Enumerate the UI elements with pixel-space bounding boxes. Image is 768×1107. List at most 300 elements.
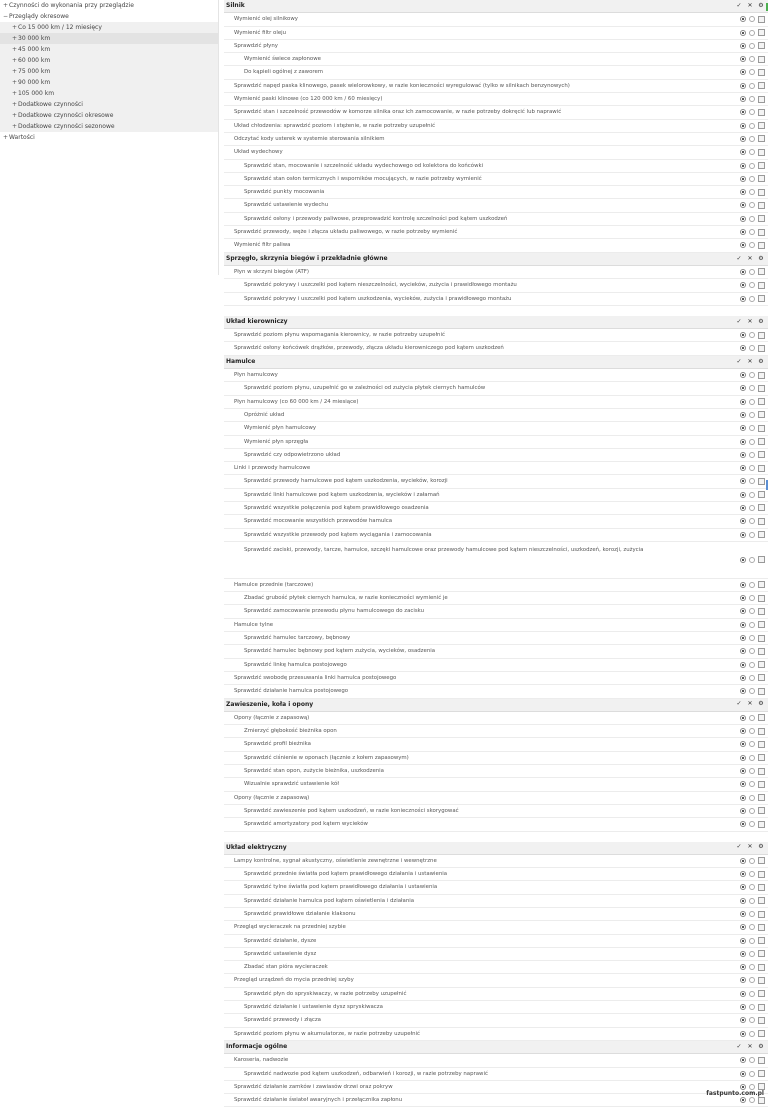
done-radio[interactable]	[740, 385, 746, 391]
done-radio[interactable]	[740, 269, 746, 275]
done-radio[interactable]	[740, 69, 746, 75]
done-radio[interactable]	[740, 858, 746, 864]
done-radio[interactable]	[740, 96, 746, 102]
settings-icon[interactable]: ⚙	[758, 700, 764, 708]
checklist-row	[224, 542, 768, 579]
note-checkbox[interactable]	[758, 268, 765, 275]
done-radio[interactable]	[740, 582, 746, 588]
not-done-radio[interactable]	[749, 808, 755, 814]
not-done-radio[interactable]	[749, 648, 755, 654]
done-radio[interactable]	[740, 728, 746, 734]
note-checkbox[interactable]	[758, 595, 765, 602]
not-done-radio[interactable]	[749, 242, 755, 248]
not-done-radio[interactable]	[749, 399, 755, 405]
done-radio[interactable]	[740, 30, 746, 36]
done-radio[interactable]	[740, 768, 746, 774]
note-checkbox[interactable]	[758, 728, 765, 735]
not-done-radio[interactable]	[749, 69, 755, 75]
note-checkbox[interactable]	[758, 581, 765, 588]
not-done-radio[interactable]	[749, 675, 755, 681]
done-radio[interactable]	[740, 296, 746, 302]
settings-icon[interactable]: ⚙	[758, 357, 764, 365]
note-checkbox[interactable]	[758, 82, 765, 89]
task-label: Sprawdzić linki hamulcowe pod kątem uszkodzenia, wycieków i załamań	[244, 491, 440, 498]
tree-item[interactable]	[0, 88, 218, 99]
note-checkbox[interactable]	[758, 857, 765, 864]
row-controls	[740, 672, 765, 684]
check-all-icon[interactable]: ✓	[736, 1, 742, 9]
tree-item[interactable]	[0, 22, 218, 33]
tree-item[interactable]	[0, 33, 218, 44]
done-radio[interactable]	[740, 83, 746, 89]
note-checkbox[interactable]	[758, 621, 765, 628]
not-done-radio[interactable]	[749, 332, 755, 338]
done-radio[interactable]	[740, 1097, 746, 1103]
not-done-radio[interactable]	[749, 951, 755, 957]
note-checkbox[interactable]	[758, 1070, 765, 1077]
settings-icon[interactable]: ⚙	[758, 317, 764, 325]
not-done-radio[interactable]	[749, 768, 755, 774]
note-checkbox[interactable]	[758, 1017, 765, 1024]
done-radio[interactable]	[740, 898, 746, 904]
tree-item-label: Dodatkowe czynności okresowe	[18, 112, 114, 119]
done-radio[interactable]	[740, 1004, 746, 1010]
note-checkbox[interactable]	[758, 1057, 765, 1064]
not-done-radio[interactable]	[749, 991, 755, 997]
done-radio[interactable]	[740, 518, 746, 524]
not-done-radio[interactable]	[749, 478, 755, 484]
not-done-radio[interactable]	[749, 216, 755, 222]
done-radio[interactable]	[740, 136, 746, 142]
not-done-radio[interactable]	[749, 1031, 755, 1037]
note-checkbox[interactable]	[758, 964, 765, 971]
checklist-row	[224, 133, 768, 146]
not-done-radio[interactable]	[749, 1097, 755, 1103]
not-done-radio[interactable]	[749, 755, 755, 761]
checklist-row	[224, 818, 768, 831]
note-checkbox[interactable]	[758, 16, 765, 23]
expand-icon[interactable]: +	[11, 123, 18, 130]
done-radio[interactable]	[740, 808, 746, 814]
check-all-icon[interactable]: ✓	[736, 1042, 742, 1050]
not-done-radio[interactable]	[749, 1057, 755, 1063]
done-radio[interactable]	[740, 282, 746, 288]
done-radio[interactable]	[740, 951, 746, 957]
done-radio[interactable]	[740, 1017, 746, 1023]
not-done-radio[interactable]	[749, 149, 755, 155]
task-label: Odczytać kody usterek w systemie sterowania silnikiem	[234, 135, 385, 142]
done-radio[interactable]	[740, 412, 746, 418]
clear-all-icon[interactable]: ✕	[747, 843, 753, 851]
note-checkbox[interactable]	[758, 122, 765, 129]
note-checkbox[interactable]	[758, 977, 765, 984]
task-label: Sprawdzić tylne światła pod kątem prawidłowego działania i ustawienia	[244, 884, 438, 891]
done-radio[interactable]	[740, 648, 746, 654]
not-done-radio[interactable]	[749, 1071, 755, 1077]
not-done-radio[interactable]	[749, 412, 755, 418]
done-radio[interactable]	[740, 1084, 746, 1090]
checklist-row	[224, 1094, 768, 1107]
check-all-icon[interactable]: ✓	[736, 700, 742, 708]
check-all-icon[interactable]: ✓	[736, 843, 742, 851]
note-checkbox[interactable]	[758, 924, 765, 931]
not-done-radio[interactable]	[749, 136, 755, 142]
checklist-row	[224, 226, 768, 239]
task-label: Zbadać stan pióra wycieraczek	[244, 964, 328, 971]
not-done-radio[interactable]	[749, 518, 755, 524]
tree-item[interactable]	[0, 110, 218, 121]
tree-item[interactable]	[0, 11, 218, 22]
done-radio[interactable]	[740, 1071, 746, 1077]
note-checkbox[interactable]	[758, 504, 765, 511]
not-done-radio[interactable]	[749, 439, 755, 445]
note-checkbox[interactable]	[758, 478, 765, 485]
note-checkbox[interactable]	[758, 950, 765, 957]
done-radio[interactable]	[740, 465, 746, 471]
note-checkbox[interactable]	[758, 871, 765, 878]
note-checkbox[interactable]	[758, 295, 765, 302]
not-done-radio[interactable]	[749, 30, 755, 36]
done-radio[interactable]	[740, 688, 746, 694]
expand-icon[interactable]: +	[11, 24, 18, 31]
done-radio[interactable]	[740, 715, 746, 721]
expand-icon[interactable]: +	[11, 35, 18, 42]
checklist-row	[224, 1068, 768, 1081]
done-radio[interactable]	[740, 345, 746, 351]
not-done-radio[interactable]	[749, 452, 755, 458]
done-radio[interactable]	[740, 492, 746, 498]
not-done-radio[interactable]	[749, 425, 755, 431]
done-radio[interactable]	[740, 557, 746, 563]
not-done-radio[interactable]	[749, 715, 755, 721]
tree-item[interactable]	[0, 0, 218, 11]
clear-all-icon[interactable]: ✕	[747, 357, 753, 365]
done-radio[interactable]	[740, 741, 746, 747]
done-radio[interactable]	[740, 372, 746, 378]
section-title: Informacje ogólne	[226, 1042, 288, 1050]
note-checkbox[interactable]	[758, 345, 765, 352]
done-radio[interactable]	[740, 595, 746, 601]
tree-item[interactable]	[0, 77, 218, 88]
note-checkbox[interactable]	[758, 674, 765, 681]
not-done-radio[interactable]	[749, 858, 755, 864]
not-done-radio[interactable]	[749, 109, 755, 115]
note-checkbox[interactable]	[758, 29, 765, 36]
done-radio[interactable]	[740, 781, 746, 787]
not-done-radio[interactable]	[749, 911, 755, 917]
row-controls	[740, 475, 765, 487]
not-done-radio[interactable]	[749, 795, 755, 801]
expand-icon[interactable]: +	[11, 112, 18, 119]
done-radio[interactable]	[740, 662, 746, 668]
row-controls	[735, 0, 765, 12]
done-radio[interactable]	[740, 675, 746, 681]
done-radio[interactable]	[740, 532, 746, 538]
clear-all-icon[interactable]: ✕	[747, 700, 753, 708]
note-checkbox[interactable]	[758, 648, 765, 655]
done-radio[interactable]	[740, 149, 746, 155]
done-radio[interactable]	[740, 871, 746, 877]
done-radio[interactable]	[740, 43, 746, 49]
note-checkbox[interactable]	[758, 69, 765, 76]
task-label: Wymienić świece zapłonowe	[244, 56, 321, 63]
note-checkbox[interactable]	[758, 608, 765, 615]
clear-all-icon[interactable]: ✕	[747, 1, 753, 9]
done-radio[interactable]	[740, 189, 746, 195]
done-radio[interactable]	[740, 795, 746, 801]
task-label: Hamulce tylne	[234, 621, 274, 628]
note-checkbox[interactable]	[758, 229, 765, 236]
settings-icon[interactable]: ⚙	[758, 843, 764, 851]
note-checkbox[interactable]	[758, 897, 765, 904]
task-label: Sprawdzić przednie światła pod kątem prawidłowego działania i ustawienia	[244, 871, 448, 878]
note-checkbox[interactable]	[758, 438, 765, 445]
checklist-row	[224, 293, 768, 306]
check-all-icon[interactable]: ✓	[736, 254, 742, 262]
expand-icon[interactable]: +	[2, 2, 9, 9]
not-done-radio[interactable]	[749, 622, 755, 628]
tree-item[interactable]	[0, 66, 218, 77]
done-radio[interactable]	[740, 938, 746, 944]
checklist-row	[224, 186, 768, 199]
not-done-radio[interactable]	[749, 282, 755, 288]
not-done-radio[interactable]	[749, 202, 755, 208]
note-checkbox[interactable]	[758, 332, 765, 339]
checklist-row	[224, 752, 768, 765]
task-label: Sprawdzić poziom płynu, uzupełnić go w zależności od zużycia płytek ciernych hamulców	[244, 385, 486, 392]
note-checkbox[interactable]	[758, 96, 765, 103]
note-checkbox[interactable]	[758, 425, 765, 432]
not-done-radio[interactable]	[749, 372, 755, 378]
settings-icon[interactable]: ⚙	[758, 1042, 764, 1050]
not-done-radio[interactable]	[749, 43, 755, 49]
note-checkbox[interactable]	[758, 189, 765, 196]
done-radio[interactable]	[740, 1031, 746, 1037]
done-radio[interactable]	[740, 478, 746, 484]
note-checkbox[interactable]	[758, 109, 765, 116]
note-checkbox[interactable]	[758, 135, 765, 142]
task-label: Zbadać grubość płytek ciernych hamulca, w razie konieczności wymienić je	[244, 595, 448, 602]
not-done-radio[interactable]	[749, 938, 755, 944]
row-controls	[740, 1001, 765, 1013]
collapse-icon[interactable]: −	[2, 13, 9, 20]
not-done-radio[interactable]	[749, 123, 755, 129]
note-checkbox[interactable]	[758, 556, 765, 563]
row-controls	[740, 805, 765, 817]
not-done-radio[interactable]	[749, 465, 755, 471]
done-radio[interactable]	[740, 755, 746, 761]
note-checkbox[interactable]	[758, 215, 765, 222]
note-checkbox[interactable]	[758, 768, 765, 775]
row-controls	[740, 226, 765, 238]
done-radio[interactable]	[740, 439, 746, 445]
done-radio[interactable]	[740, 1057, 746, 1063]
checklist-row	[224, 449, 768, 462]
note-checkbox[interactable]	[758, 531, 765, 538]
note-checkbox[interactable]	[758, 1030, 765, 1037]
checklist-row	[224, 93, 768, 106]
not-done-radio[interactable]	[749, 189, 755, 195]
note-checkbox[interactable]	[758, 491, 765, 498]
expand-icon[interactable]: +	[11, 46, 18, 53]
note-checkbox[interactable]	[758, 714, 765, 721]
done-radio[interactable]	[740, 163, 746, 169]
done-radio[interactable]	[740, 16, 746, 22]
checklist-row	[224, 645, 768, 658]
settings-icon[interactable]: ⚙	[758, 1, 764, 9]
note-checkbox[interactable]	[758, 754, 765, 761]
not-done-radio[interactable]	[749, 296, 755, 302]
task-label: Sprawdzić wszystkie połączenia pod kątem prawidłowego osadzenia	[244, 504, 429, 511]
not-done-radio[interactable]	[749, 163, 755, 169]
note-checkbox[interactable]	[758, 661, 765, 668]
not-done-radio[interactable]	[749, 582, 755, 588]
done-radio[interactable]	[740, 964, 746, 970]
note-checkbox[interactable]	[758, 385, 765, 392]
done-radio[interactable]	[740, 452, 746, 458]
note-checkbox[interactable]	[758, 781, 765, 788]
done-radio[interactable]	[740, 176, 746, 182]
section-header	[224, 0, 768, 13]
note-checkbox[interactable]	[758, 451, 765, 458]
done-radio[interactable]	[740, 202, 746, 208]
done-radio[interactable]	[740, 991, 746, 997]
tree-item[interactable]	[0, 44, 218, 55]
not-done-radio[interactable]	[749, 345, 755, 351]
expand-icon[interactable]: +	[11, 79, 18, 86]
tree-item[interactable]	[0, 55, 218, 66]
not-done-radio[interactable]	[749, 884, 755, 890]
note-checkbox[interactable]	[758, 162, 765, 169]
done-radio[interactable]	[740, 505, 746, 511]
note-checkbox[interactable]	[758, 1004, 765, 1011]
done-radio[interactable]	[740, 56, 746, 62]
note-checkbox[interactable]	[758, 990, 765, 997]
not-done-radio[interactable]	[749, 964, 755, 970]
not-done-radio[interactable]	[749, 635, 755, 641]
note-checkbox[interactable]	[758, 242, 765, 249]
note-checkbox[interactable]	[758, 911, 765, 918]
row-controls	[740, 40, 765, 52]
done-radio[interactable]	[740, 977, 746, 983]
not-done-radio[interactable]	[749, 662, 755, 668]
not-done-radio[interactable]	[749, 871, 755, 877]
note-checkbox[interactable]	[758, 465, 765, 472]
not-done-radio[interactable]	[749, 385, 755, 391]
note-checkbox[interactable]	[758, 202, 765, 209]
not-done-radio[interactable]	[749, 728, 755, 734]
note-checkbox[interactable]	[758, 688, 765, 695]
expand-icon[interactable]: +	[2, 134, 9, 141]
not-done-radio[interactable]	[749, 1017, 755, 1023]
clear-all-icon[interactable]: ✕	[747, 1042, 753, 1050]
done-radio[interactable]	[740, 884, 746, 890]
not-done-radio[interactable]	[749, 269, 755, 275]
done-radio[interactable]	[740, 924, 746, 930]
note-checkbox[interactable]	[758, 821, 765, 828]
done-radio[interactable]	[740, 332, 746, 338]
note-checkbox[interactable]	[758, 635, 765, 642]
tree-item[interactable]	[0, 121, 218, 132]
check-all-icon[interactable]: ✓	[736, 357, 742, 365]
note-checkbox[interactable]	[758, 372, 765, 379]
done-radio[interactable]	[740, 608, 746, 614]
tree-item-label: Przeglądy okresowe	[9, 13, 69, 20]
done-radio[interactable]	[740, 425, 746, 431]
clear-all-icon[interactable]: ✕	[747, 317, 753, 325]
not-done-radio[interactable]	[749, 595, 755, 601]
not-done-radio[interactable]	[749, 821, 755, 827]
not-done-radio[interactable]	[749, 898, 755, 904]
not-done-radio[interactable]	[749, 608, 755, 614]
note-checkbox[interactable]	[758, 518, 765, 525]
clear-all-icon[interactable]: ✕	[747, 254, 753, 262]
note-checkbox[interactable]	[758, 175, 765, 182]
note-checkbox[interactable]	[758, 1097, 765, 1104]
not-done-radio[interactable]	[749, 532, 755, 538]
not-done-radio[interactable]	[749, 229, 755, 235]
done-radio[interactable]	[740, 911, 746, 917]
not-done-radio[interactable]	[749, 83, 755, 89]
note-checkbox[interactable]	[758, 149, 765, 156]
not-done-radio[interactable]	[749, 741, 755, 747]
note-checkbox[interactable]	[758, 794, 765, 801]
expand-icon[interactable]: +	[11, 90, 18, 97]
note-checkbox[interactable]	[758, 282, 765, 289]
not-done-radio[interactable]	[749, 977, 755, 983]
done-radio[interactable]	[740, 242, 746, 248]
settings-icon[interactable]: ⚙	[758, 254, 764, 262]
note-checkbox[interactable]	[758, 398, 765, 405]
note-checkbox[interactable]	[758, 807, 765, 814]
done-radio[interactable]	[740, 216, 746, 222]
done-radio[interactable]	[740, 635, 746, 641]
note-checkbox[interactable]	[758, 884, 765, 891]
not-done-radio[interactable]	[749, 688, 755, 694]
done-radio[interactable]	[740, 229, 746, 235]
expand-icon[interactable]: +	[11, 101, 18, 108]
not-done-radio[interactable]	[749, 56, 755, 62]
done-radio[interactable]	[740, 123, 746, 129]
not-done-radio[interactable]	[749, 176, 755, 182]
row-controls	[740, 685, 765, 697]
check-all-icon[interactable]: ✓	[736, 317, 742, 325]
tree-item[interactable]	[0, 132, 218, 143]
done-radio[interactable]	[740, 109, 746, 115]
note-checkbox[interactable]	[758, 411, 765, 418]
note-checkbox[interactable]	[758, 56, 765, 63]
not-done-radio[interactable]	[749, 96, 755, 102]
checklist-row	[224, 266, 768, 279]
not-done-radio[interactable]	[749, 16, 755, 22]
not-done-radio[interactable]	[749, 492, 755, 498]
done-radio[interactable]	[740, 399, 746, 405]
note-checkbox[interactable]	[758, 42, 765, 49]
tree-item[interactable]	[0, 99, 218, 110]
not-done-radio[interactable]	[749, 781, 755, 787]
done-radio[interactable]	[740, 821, 746, 827]
not-done-radio[interactable]	[749, 1004, 755, 1010]
note-checkbox[interactable]	[758, 937, 765, 944]
not-done-radio[interactable]	[749, 924, 755, 930]
done-radio[interactable]	[740, 622, 746, 628]
note-checkbox[interactable]	[758, 741, 765, 748]
not-done-radio[interactable]	[749, 557, 755, 563]
expand-icon[interactable]: +	[11, 57, 18, 64]
not-done-radio[interactable]	[749, 505, 755, 511]
not-done-radio[interactable]	[749, 1084, 755, 1090]
expand-icon[interactable]: +	[11, 68, 18, 75]
